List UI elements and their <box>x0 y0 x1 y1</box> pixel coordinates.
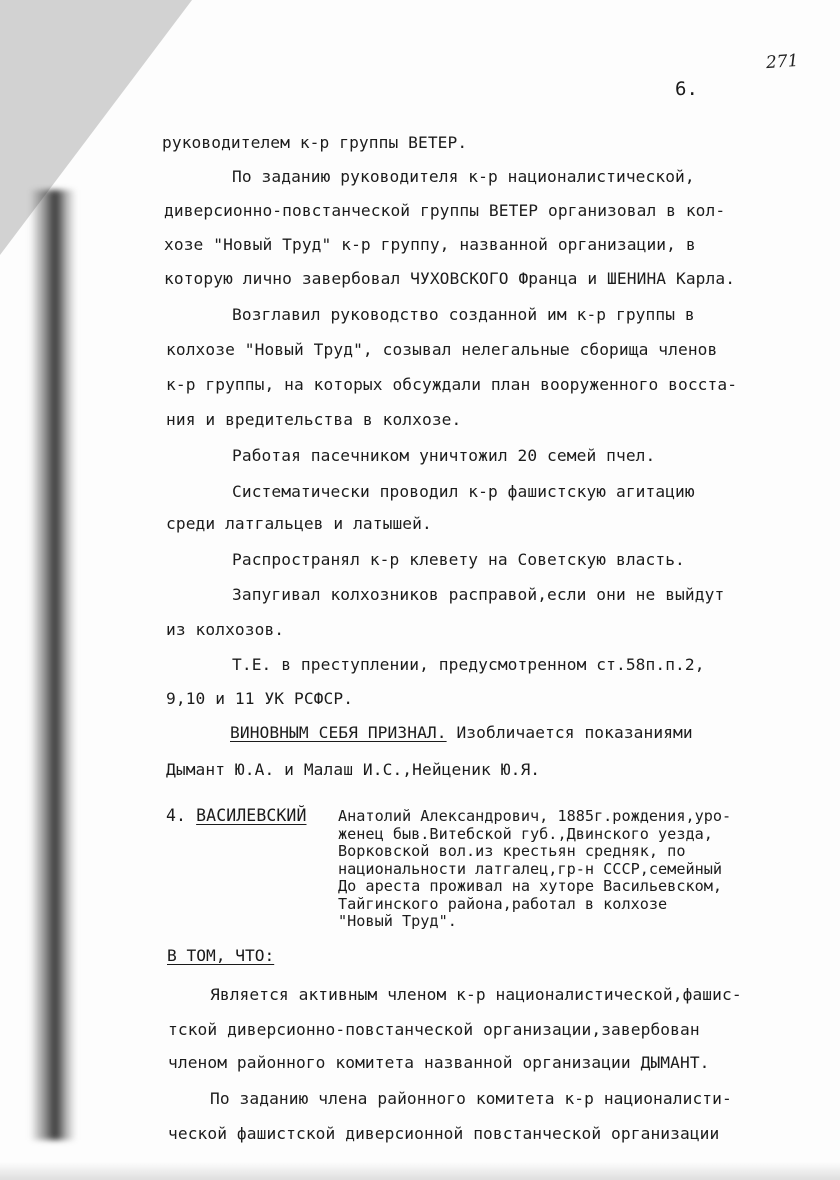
text-line: Систематически проводил к-р фашистскую агитацию <box>232 482 695 501</box>
text-line: Работая пасечником уничтожил 20 семей пчел. <box>232 446 656 465</box>
scan-bottom-shadow <box>0 1162 840 1180</box>
accused-detail-line: До ареста проживал на хуторе Васильевском, <box>338 877 723 895</box>
admission-underlined: ВИНОВНЫМ СЕБЯ ПРИЗНАЛ. <box>230 723 447 742</box>
text-line: По заданию руководителя к-р националистической, <box>232 167 695 186</box>
text-line: хозе "Новый Труд" к-р группу, названной организации, в <box>164 235 696 254</box>
text-line: руководителем к-р группы ВЕТЕР. <box>162 133 468 152</box>
text-line: к-р группы, на которых обсуждали план вооруженного восста- <box>166 375 738 394</box>
text-line: Возглавил руководство созданной им к-р группы в <box>232 305 695 324</box>
text-line: Запугивал колхозников расправой,если они не выйдут <box>232 585 725 604</box>
text-line: Т.Е. в преступлении, предусмотренном ст.58п.п.2, <box>232 655 705 674</box>
accused-detail-line: Ворковской вол.из крестьян средняк, по <box>338 842 686 860</box>
accused-number: 4. <box>166 806 187 825</box>
text-line: ческой фашистской диверсионной повстанческой организации <box>168 1124 720 1143</box>
admission-rest: Изобличается показаниями <box>446 723 693 742</box>
accused-detail-line: Анатолий Александрович, 1885г.рождения,уро- <box>338 807 732 825</box>
text-line: среди латгальцев и латышей. <box>166 514 432 533</box>
accused-detail-line: женец быв.Витебской губ.,Двинского уезда, <box>338 824 713 843</box>
text-line: членом районного комитета названной организации ДЫМАНТ. <box>168 1053 710 1072</box>
admission-line <box>230 723 693 742</box>
text-line: тской диверсионно-повстанческой организации,завербован <box>168 1020 700 1039</box>
text-line: диверсионно-повстанческой группы ВЕТЕР организовал в кол- <box>164 201 726 220</box>
accused-details <box>338 808 731 931</box>
archive-number: 271 <box>765 50 800 74</box>
accused-detail-line: национальности латгалец,гр-н СССР,семейный <box>338 859 723 878</box>
text-line: 9,10 и 11 УК РСФСР. <box>166 689 354 708</box>
charge-heading: В ТОМ, ЧТО: <box>167 946 275 965</box>
scan-binding-shadow <box>30 190 76 1140</box>
text-line: которую лично завербовал ЧУХОВСКОГО Франца и ШЕНИНА Карла. <box>164 269 736 288</box>
witnesses-line: Дымант Ю.А. и Малаш И.С.,Нейценик Ю.Я. <box>166 760 541 779</box>
text-line: Распространял к-р клевету на Советскую власть. <box>232 550 685 569</box>
text-line: Является активным членом к-р националистической,фашис- <box>210 985 742 1004</box>
page-number: 6. <box>675 78 698 100</box>
text-line: колхозе "Новый Труд", созывал нелегальные сборища членов <box>166 340 718 359</box>
text-line: ния и вредительства в колхозе. <box>166 410 462 429</box>
accused-detail-line: Тайгинского района,работал в колхозе <box>338 894 668 913</box>
accused-detail-line: "Новый Труд". <box>338 912 457 930</box>
accused-name <box>166 806 307 825</box>
text-line: из колхозов. <box>166 620 285 639</box>
text-line: По заданию члена районного комитета к-р националисти- <box>210 1089 732 1108</box>
accused-surname: ВАСИЛЕВСКИЙ <box>196 806 307 825</box>
